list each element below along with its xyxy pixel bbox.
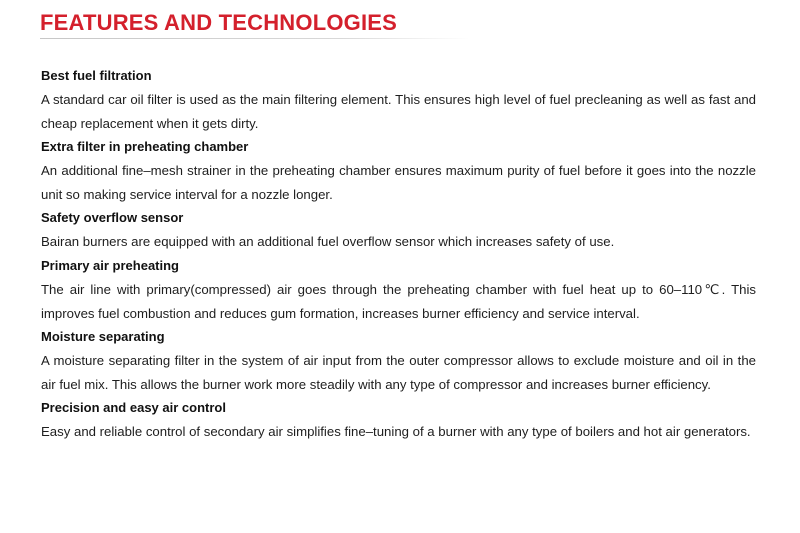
feature-section	[41, 64, 756, 135]
feature-heading: Precision and easy air control	[41, 400, 226, 416]
feature-description: A moisture separating filter in the system of air input from the outer compressor allows to exclude moisture and oil in the air fuel mix. This allows the burner work more steadily with any type of compressor and increases burner efficiency.	[41, 353, 756, 392]
feature-heading: Safety overflow sensor	[41, 210, 184, 226]
feature-description: Bairan burners are equipped with an additional fuel overflow sensor which increases safety of use.	[41, 234, 615, 250]
page-title: FEATURES AND TECHNOLOGIES	[40, 10, 398, 35]
feature-heading: Extra filter in preheating chamber	[41, 139, 249, 155]
feature-section	[41, 396, 756, 444]
feature-section	[41, 254, 756, 325]
feature-section	[41, 135, 756, 206]
feature-description: An additional fine–mesh strainer in the preheating chamber ensures maximum purity of fuel before it goes into the nozzle unit so making service interval for a nozzle longer.	[41, 163, 756, 202]
features-list	[41, 64, 756, 444]
feature-description: A standard car oil filter is used as the main filtering element. This ensures high level of fuel precleaning as well as fast and cheap replacement when it gets dirty.	[41, 92, 756, 131]
feature-heading: Moisture separating	[41, 329, 165, 345]
feature-section	[41, 206, 756, 254]
feature-heading: Primary air preheating	[41, 257, 179, 273]
feature-description: The air line with primary(compressed) air goes through the preheating chamber with fuel heat up to 60–110℃. This improves fuel combustion and reduces gum formation, increases burner efficiency and service interval.	[41, 281, 756, 321]
feature-description: Easy and reliable control of secondary air simplifies fine–tuning of a burner with any type of boilers and hot air generators.	[41, 424, 751, 440]
feature-section	[41, 325, 756, 396]
feature-heading: Best fuel filtration	[41, 68, 152, 83]
title-underline	[40, 38, 470, 39]
